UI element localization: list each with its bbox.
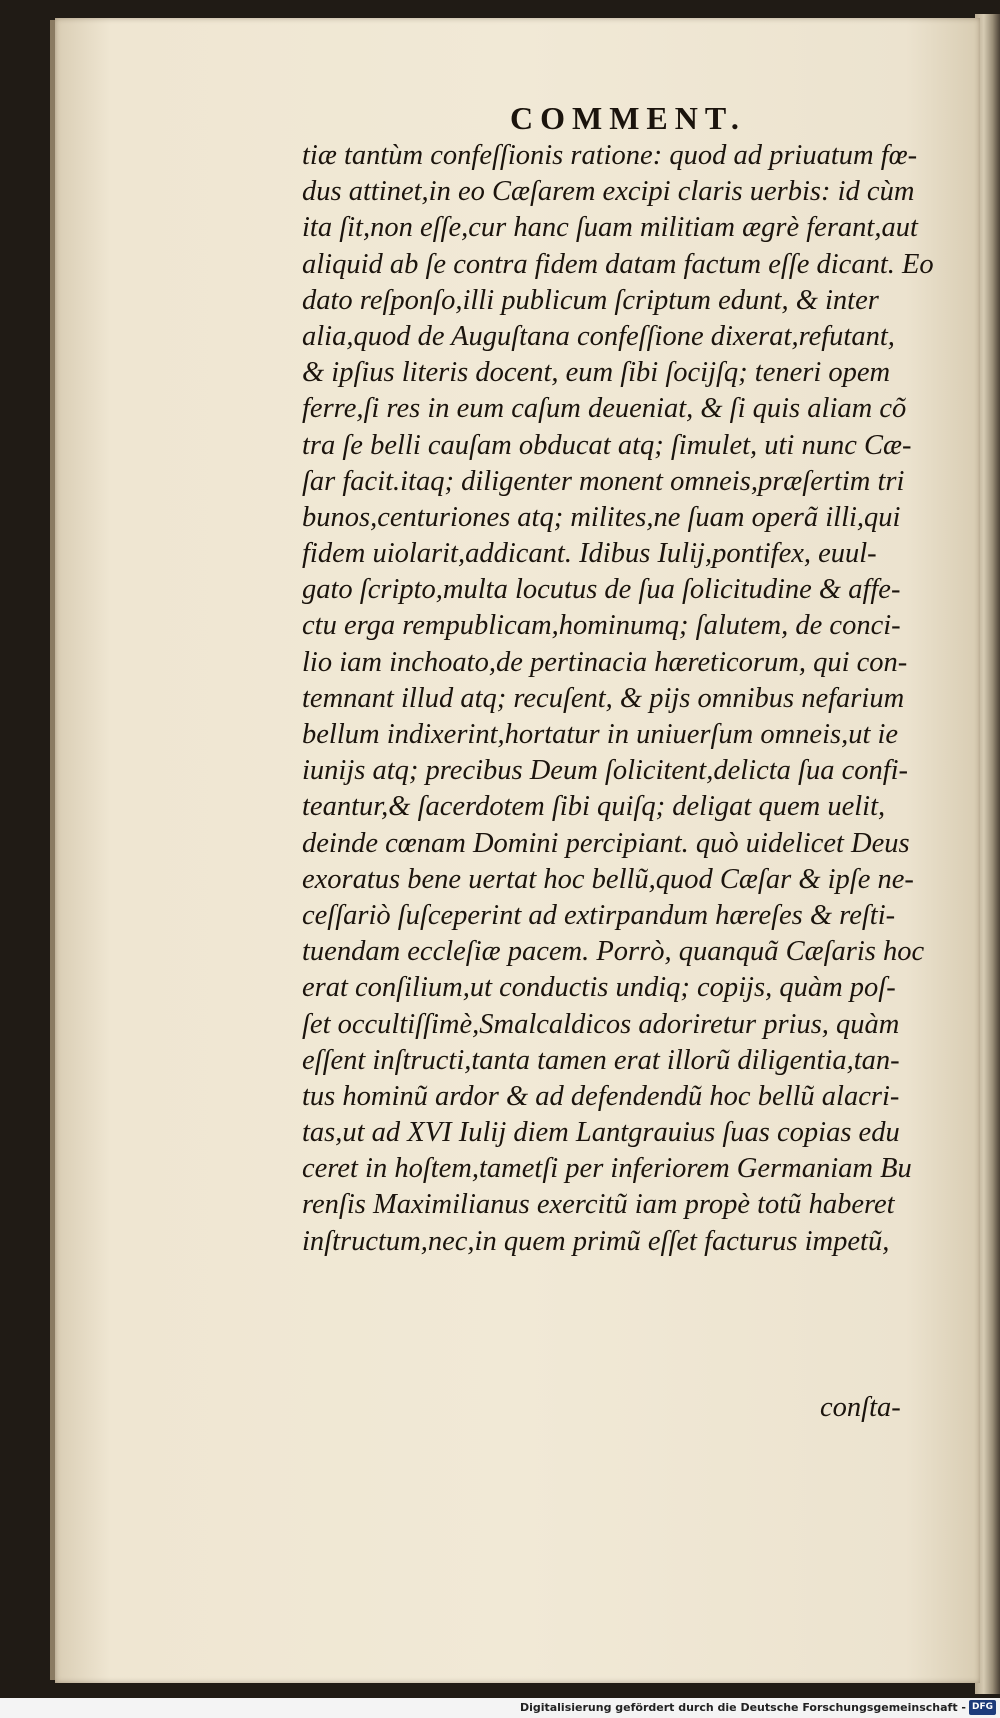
text-line: temnant illud atq; recuſent, & pijs omnibus nefarium [302, 682, 905, 714]
text-line: dus attinet,in eo Cæſarem excipi claris uerbis: id cùm [302, 176, 915, 208]
text-line: alia,quod de Auguſtana confeſſione dixerat,refutant, [302, 320, 895, 352]
text-line: aliquid ab ſe contra fidem datam factum eſſe dicant. Eo [302, 248, 934, 280]
text-line: ferre,ſi res in eum caſum deueniat, & ſi quis aliam cõ [302, 393, 907, 425]
text-line: tas,ut ad XVI Iulij diem Lantgrauius ſuas copias edu [302, 1117, 900, 1149]
text-line: bunos,centuriones atq; milites,ne ſuam operã illi,qui [302, 501, 901, 533]
text-line: inſtructum,nec,in quem primũ eſſet facturus impetũ, [302, 1225, 890, 1257]
text-line: ſet occultiſſimè,Smalcaldicos adoriretur prius, quàm [302, 1008, 900, 1040]
body-text [302, 138, 957, 1260]
text-line: dato reſponſo,illi publicum ſcriptum edunt, & inter [302, 284, 879, 316]
catchword: conſta- [820, 1392, 901, 1423]
footer-credit: Digitalisierung gefördert durch die Deutsche Forschungsgemeinschaft - [519, 1701, 966, 1714]
text-line: teantur,& ſacerdotem ſibi quiſq; deligat quem uelit, [302, 791, 886, 823]
text-line: ctu erga rempublicam,hominumq; ſalutem, de conci- [302, 610, 901, 642]
text-line: ita ſit,non eſſe,cur hanc ſuam militiam ægrè ferant,aut [302, 212, 918, 244]
text-line: gato ſcripto,multa locutus de ſua ſolicitudine & affe- [302, 574, 901, 606]
text-line: tuendam eccleſiæ pacem. Porrò, quanquã Cæſaris hoc [302, 936, 925, 968]
text-line: deinde cœnam Domini percipiant. quò uidelicet Deus [302, 827, 910, 859]
text-line: fidem uiolarit,addicant. Idibus Iulij,pontifex, euul- [302, 538, 877, 570]
text-line: iunijs atq; precibus Deum ſolicitent,delicta ſua confi- [302, 755, 909, 787]
text-line: renſis Maximilianus exercitũ iam propè totũ haberet [302, 1189, 895, 1221]
text-line: ceret in hoſtem,tametſi per inferiorem Germaniam Bu [302, 1153, 912, 1185]
text-line: exoratus bene uertat hoc bellũ,quod Cæſar & ipſe ne- [302, 863, 914, 895]
text-line: ceſſariò ſuſceperint ad extirpandum hæreſes & reſti- [302, 899, 896, 931]
text-line: ſar facit.itaq; diligenter monent omneis,præſertim tri [302, 465, 905, 497]
text-line: bellum indixerint,hortatur in uniuerſum omneis,ut ie [302, 719, 899, 750]
text-line: erat conſilium,ut conductis undiq; copijs, quàm poſ- [302, 972, 896, 1004]
text-line: lio iam inchoato,de pertinacia hæreticorum, qui con- [302, 646, 908, 678]
text-line: eſſent inſtructi,tanta tamen erat illorũ diligentia,tan- [302, 1044, 900, 1076]
running-head: COMMENT. [510, 100, 746, 136]
text-line: tiæ tantùm confeſſionis ratione: quod ad priuatum fœ- [302, 140, 918, 171]
text-line: & ipſius literis docent, eum ſibi ſocijſq; teneri opem [302, 357, 891, 389]
text-line: tra ſe belli cauſam obducat atq; ſimulet, uti nunc Cæ- [302, 429, 912, 461]
dfg-logo: DFG [969, 1700, 996, 1715]
text-line: tus hominũ ardor & ad defendendũ hoc bellũ alacri- [302, 1080, 900, 1112]
